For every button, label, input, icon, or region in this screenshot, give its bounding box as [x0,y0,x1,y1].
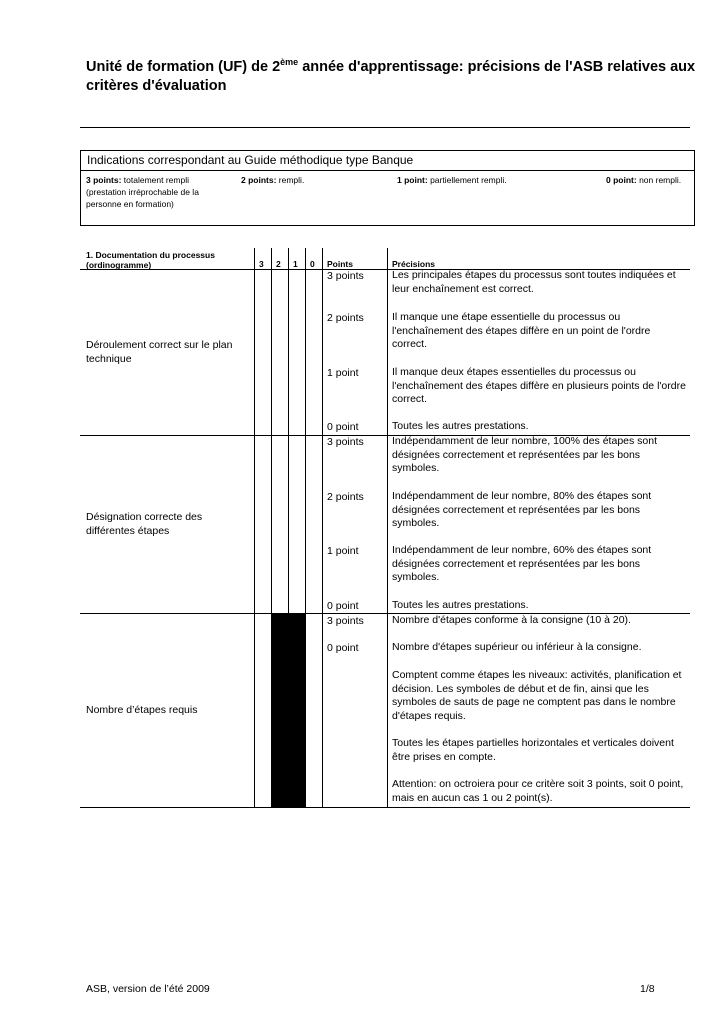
level-0: 0 point: non rempli. [606,175,682,185]
criterion-label: Nombre d’étapes requis [86,704,198,716]
points-value: 1 point [327,367,359,379]
guide-title: Indications correspondant au Guide méthodique type Banque [87,153,414,167]
note-text: Toutes les étapes partielles horizontales et verticales doivent être prises en compte. [392,737,674,763]
criterion-label: Déroulement correct sur le plan technique [86,339,233,365]
col-line [322,248,323,807]
note-text: Attention: on octroiera pour ce critère soit 3 points, soit 0 point, mais en aucun cas 1 ou 2 point(s). [392,778,684,804]
precision-text: Toutes les autres prestations. [392,420,529,432]
blocked-cells [272,614,305,807]
col-line [305,248,306,807]
footer-version: ASB, version de l’été 2009 [86,983,210,995]
col-2-header: 2 [276,259,281,269]
precision-text: Indépendamment de leur nombre, 80% des étapes sont désignées correctement et représentées par les bons symboles. [392,490,652,530]
precisions-header: Précisions [392,259,435,269]
precision-text: Toutes les autres prestations. [392,599,529,611]
col-1-header: 1 [293,259,298,269]
points-value: 3 points [327,436,364,448]
precision-text: Les principales étapes du processus sont toutes indiquées et leur enchaînement est correct. [392,269,676,295]
row-rule [80,807,690,808]
precision-text: Indépendamment de leur nombre, 100% des étapes sont désignées correctement et représentées par les bons symboles. [392,435,658,475]
guide-divider [81,170,694,171]
points-value: 2 points [327,312,364,324]
precision-text: Indépendamment de leur nombre, 60% des étapes sont désignées correctement et représentées par les bons symboles. [392,544,652,584]
criteria-table [80,248,690,808]
note-text: Comptent comme étapes les niveaux: activités, planification et décision. Les symboles de début et de fin, ainsi que les symboles de sauts de page ne comptent pas dans le nombre d'étapes requis. [392,669,682,723]
points-value: 3 points [327,615,364,627]
col-line [254,248,255,807]
col-3-header: 3 [259,259,264,269]
title-superscript: ème [280,57,299,67]
points-value: 1 point [327,545,359,557]
precision-text: Nombre d'étapes conforme à la consigne (10 à 20). [392,614,631,626]
col-0-header: 0 [310,259,315,269]
guide-box [80,150,695,226]
points-header: Points [327,259,353,269]
precision-text: Il manque deux étapes essentielles du processus ou l'enchaînement des étapes diffère en plusieurs points de l'ordre correct. [392,366,686,406]
section-title: 1. Documentation du processus (ordinogramme) [86,250,215,270]
points-value: 2 points [327,491,364,503]
points-value: 0 point [327,642,359,654]
footer-page-number: 1/8 [640,983,655,995]
points-value: 3 points [327,270,364,282]
criterion-label: Désignation correcte des différentes étapes [86,511,203,537]
level-3: 3 points: totalement rempli (prestation irréprochable de la personne en formation) [86,175,199,209]
points-value: 0 point [327,600,359,612]
col-line [387,248,388,807]
precision-text: Il manque une étape essentielle du processus ou l'enchaînement des étapes diffère en un point de l'ordre correct. [392,311,651,351]
page-title: Unité de formation (UF) de 2ème année d'apprentissage: précisions de l'ASB relatives aux critères d'évaluation [86,57,696,94]
points-value: 0 point [327,421,359,433]
precision-text: Nombre d'étapes supérieur ou inférieur à la consigne. [392,641,642,653]
level-1: 1 point: partiellement rempli. [397,175,507,185]
title-divider [80,127,690,128]
level-2: 2 points: rempli. [241,175,305,185]
